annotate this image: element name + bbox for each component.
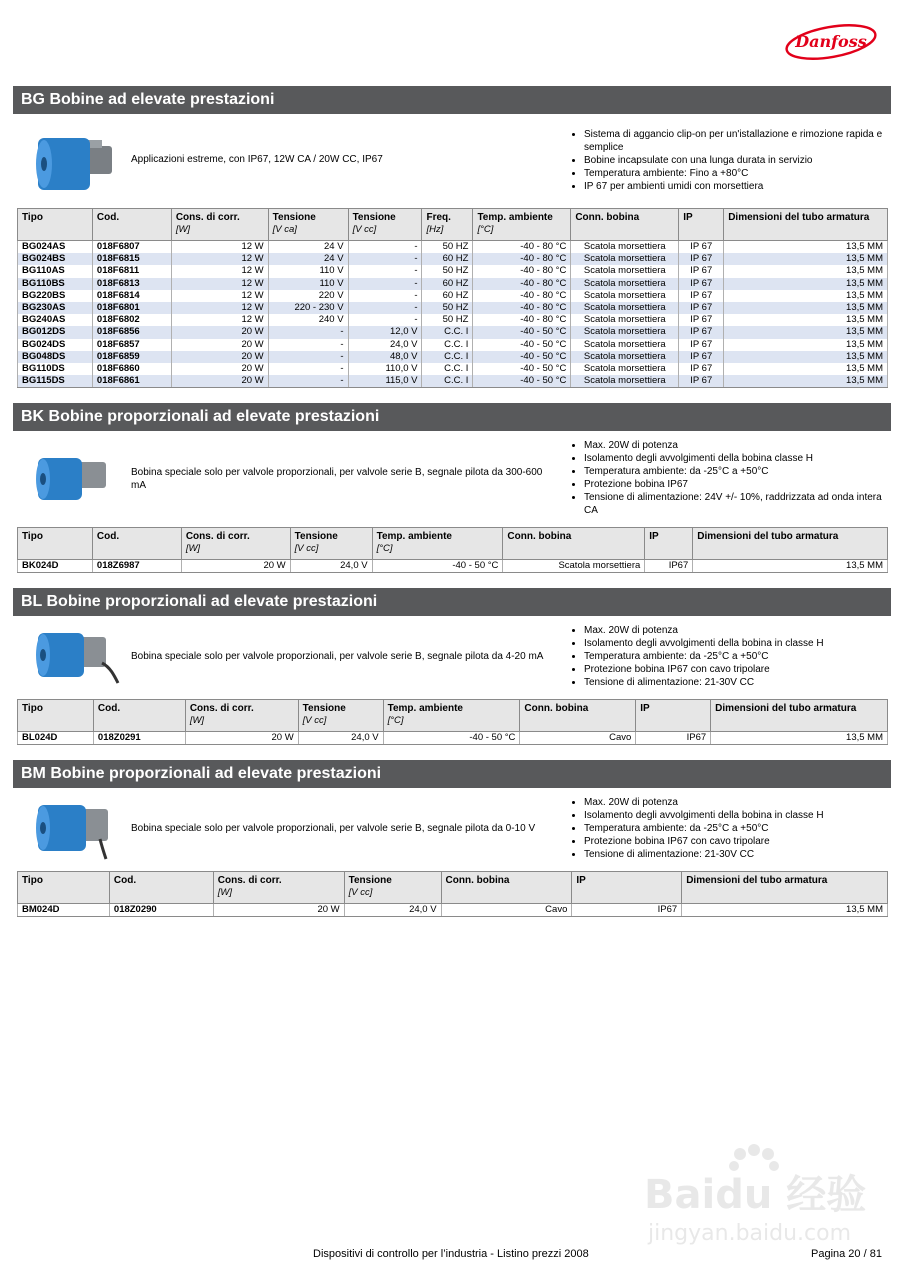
table-cell: 018F6857 <box>92 339 171 351</box>
table-cell: IP 67 <box>679 278 724 290</box>
coil-image-bl <box>30 625 120 685</box>
table-cell: Cavo <box>520 732 636 745</box>
table-row <box>18 351 888 363</box>
table-cell: 220 V <box>268 290 348 302</box>
list-item: • Protezione bobina IP67 <box>584 478 896 491</box>
list-item: • Temperatura ambiente: da -25°C a +50°C <box>584 650 896 663</box>
table-cell: 12 W <box>171 265 268 277</box>
table-cell: - <box>348 253 422 265</box>
table-row <box>18 241 888 254</box>
list-item: • Temperatura ambiente: Fino a +80°C <box>584 167 896 180</box>
table-cell: 13,5 MM <box>724 278 888 290</box>
table-cell: 220 - 230 V <box>268 302 348 314</box>
column-header: Conn. bobina <box>571 209 679 241</box>
table-cell: - <box>268 375 348 388</box>
table-row <box>18 339 888 351</box>
table-cell: 12 W <box>171 253 268 265</box>
intro-text-bm: Bobina speciale solo per valvole proporzionali, per valvole serie B, segnale pilota da 0-10 V <box>131 823 536 834</box>
table-cell: 018F6859 <box>92 351 171 363</box>
table-cell: -40 - 80 °C <box>473 290 571 302</box>
table-cell: 13,5 MM <box>724 339 888 351</box>
table-row <box>18 363 888 375</box>
section-title-bg: BG Bobine ad elevate prestazioni <box>13 86 891 114</box>
table-cell: IP 67 <box>679 375 724 388</box>
watermark-url: jingyan.baidu.com <box>648 1221 852 1246</box>
table-cell: 20 W <box>171 326 268 338</box>
table-cell: BG110DS <box>18 363 93 375</box>
table-cell: 115,0 V <box>348 375 422 388</box>
column-header: Cod. <box>93 700 185 732</box>
column-header: Tensione [V cc] <box>348 209 422 241</box>
table-row <box>18 265 888 277</box>
table-cell: 018F6814 <box>92 290 171 302</box>
table-cell: 13,5 MM <box>682 904 888 917</box>
baidu-watermark <box>640 1140 870 1250</box>
table-cell: BL024D <box>18 732 94 745</box>
table-cell: BG024BS <box>18 253 93 265</box>
table-cell: Scatola morsettiera <box>571 290 679 302</box>
table-cell: Scatola morsettiera <box>503 560 645 573</box>
table-cell: IP67 <box>572 904 682 917</box>
table-cell: - <box>348 265 422 277</box>
table-cell: 12 W <box>171 241 268 254</box>
table-cell: Scatola morsettiera <box>571 326 679 338</box>
list-item: • Max. 20W di potenza <box>584 624 896 637</box>
table-cell: IP 67 <box>679 363 724 375</box>
table-cell: 24 V <box>268 253 348 265</box>
table-cell: 20 W <box>185 732 298 745</box>
table-cell: BG024AS <box>18 241 93 254</box>
column-header: Conn. bobina <box>503 528 645 560</box>
table-cell: - <box>348 314 422 326</box>
table-cell: Scatola morsettiera <box>571 302 679 314</box>
table-cell: 20 W <box>171 351 268 363</box>
table-cell: C.C. I <box>422 351 473 363</box>
table-cell: 13,5 MM <box>724 290 888 302</box>
table-cell: 13,5 MM <box>693 560 888 573</box>
list-item: • Isolamento degli avvolgimenti della bobina in classe H <box>584 637 896 650</box>
table-cell: - <box>268 339 348 351</box>
table-cell: BG024DS <box>18 339 93 351</box>
table-cell: 110 V <box>268 278 348 290</box>
list-item: • Max. 20W di potenza <box>584 796 896 809</box>
page-number: Pagina 20 / 81 <box>811 1248 882 1260</box>
table-row <box>18 904 888 917</box>
list-item: • Tensione di alimentazione: 21-30V CC <box>584 676 896 689</box>
table-cell: - <box>268 326 348 338</box>
column-header: Dimensioni del tubo armatura <box>711 700 888 732</box>
table-cell: -40 - 80 °C <box>473 253 571 265</box>
table-header-row <box>18 872 888 904</box>
table-cell: IP 67 <box>679 326 724 338</box>
list-item: • Temperatura ambiente: da -25°C a +50°C <box>584 822 896 835</box>
table-cell: 20 W <box>171 375 268 388</box>
table-cell: IP 67 <box>679 302 724 314</box>
table-cell: 24,0 V <box>348 339 422 351</box>
table-row <box>18 375 888 388</box>
table-cell: 018F6811 <box>92 265 171 277</box>
feature-list-bg <box>570 128 896 193</box>
section-title-bm: BM Bobine proporzionali ad elevate prestazioni <box>13 760 891 788</box>
table-row <box>18 314 888 326</box>
logo-text: Danfoss <box>795 32 867 51</box>
table-cell: -40 - 50 °C <box>473 351 571 363</box>
table-cell: -40 - 80 °C <box>473 265 571 277</box>
table-cell: IP 67 <box>679 339 724 351</box>
table-cell: 12 W <box>171 314 268 326</box>
table-cell: IP 67 <box>679 265 724 277</box>
table-row <box>18 560 888 573</box>
table-cell: IP 67 <box>679 253 724 265</box>
column-header: Tipo <box>18 872 110 904</box>
table-cell: 50 HZ <box>422 314 473 326</box>
column-header: Dimensioni del tubo armatura <box>682 872 888 904</box>
table-cell: 12 W <box>171 290 268 302</box>
table-cell: -40 - 50 °C <box>473 375 571 388</box>
table-cell: Scatola morsettiera <box>571 375 679 388</box>
table-cell: BG240AS <box>18 314 93 326</box>
column-header: Conn. bobina <box>520 700 636 732</box>
table-row <box>18 326 888 338</box>
table-cell: 24,0 V <box>298 732 383 745</box>
table-cell: - <box>268 363 348 375</box>
table-cell: C.C. I <box>422 326 473 338</box>
column-header: Dimensioni del tubo armatura <box>724 209 888 241</box>
table-cell: C.C. I <box>422 339 473 351</box>
list-item: • IP 67 per ambienti umidi con morsettiera <box>584 180 896 193</box>
table-cell: 018F6856 <box>92 326 171 338</box>
list-item: • Isolamento degli avvolgimenti della bobina classe H <box>584 452 896 465</box>
column-header: Tipo <box>18 700 94 732</box>
table-cell: BG110BS <box>18 278 93 290</box>
table-cell: 12 W <box>171 278 268 290</box>
table-cell: 110 V <box>268 265 348 277</box>
table-row <box>18 278 888 290</box>
table-cell: 240 V <box>268 314 348 326</box>
column-header: IP <box>645 528 693 560</box>
table-cell: Scatola morsettiera <box>571 351 679 363</box>
table-header-row <box>18 209 888 241</box>
table-cell: Scatola morsettiera <box>571 363 679 375</box>
table-cell: - <box>348 290 422 302</box>
column-header: Cod. <box>92 209 171 241</box>
table-cell: C.C. I <box>422 363 473 375</box>
table-cell: 13,5 MM <box>724 326 888 338</box>
table-cell: 110,0 V <box>348 363 422 375</box>
column-header: Conn. bobina <box>441 872 572 904</box>
column-header: IP <box>636 700 711 732</box>
table-cell: 60 HZ <box>422 278 473 290</box>
table-cell: BG012DS <box>18 326 93 338</box>
column-header: Tensione [V cc] <box>290 528 372 560</box>
column-header: Tensione [V cc] <box>298 700 383 732</box>
table-cell: -40 - 80 °C <box>473 302 571 314</box>
table-cell: - <box>348 241 422 254</box>
spec-table-bg <box>17 208 888 388</box>
table-cell: 24,0 V <box>344 904 441 917</box>
table-cell: 018Z0290 <box>109 904 213 917</box>
column-header: Tensione [V cc] <box>344 872 441 904</box>
table-cell: 13,5 MM <box>724 375 888 388</box>
spec-table-bl <box>17 699 888 745</box>
table-cell: -40 - 50 °C <box>372 560 503 573</box>
table-cell: -40 - 80 °C <box>473 241 571 254</box>
list-item: • Bobine incapsulate con una lunga durata in servizio <box>584 154 896 167</box>
table-cell: 018Z0291 <box>93 732 185 745</box>
column-header: Tensione [V ca] <box>268 209 348 241</box>
spec-table-bm <box>17 871 888 917</box>
table-cell: BG220BS <box>18 290 93 302</box>
column-header: IP <box>679 209 724 241</box>
table-cell: 13,5 MM <box>724 314 888 326</box>
table-cell: 20 W <box>213 904 344 917</box>
table-cell: IP 67 <box>679 351 724 363</box>
table-cell: 13,5 MM <box>724 351 888 363</box>
table-cell: IP 67 <box>679 290 724 302</box>
column-header: Cons. di corr. [W] <box>181 528 290 560</box>
table-cell: BG115DS <box>18 375 93 388</box>
table-cell: 018F6860 <box>92 363 171 375</box>
table-cell: 12 W <box>171 302 268 314</box>
list-item: • Temperatura ambiente: da -25°C a +50°C <box>584 465 896 478</box>
intro-text-bg: Applicazioni estreme, con IP67, 12W CA / 20W CC, IP67 <box>131 154 383 165</box>
column-header: Cons. di corr. [W] <box>185 700 298 732</box>
table-cell: Scatola morsettiera <box>571 314 679 326</box>
coil-image-bm <box>30 797 120 861</box>
table-cell: - <box>268 351 348 363</box>
list-item: • Sistema di aggancio clip-on per un'istallazione e rimozione rapida e semplice <box>584 128 896 154</box>
column-header: Temp. ambiente [°C] <box>372 528 503 560</box>
table-cell: 50 HZ <box>422 265 473 277</box>
table-cell: 13,5 MM <box>724 363 888 375</box>
table-header-row <box>18 700 888 732</box>
column-header: Cons. di corr. [W] <box>171 209 268 241</box>
table-cell: 13,5 MM <box>724 302 888 314</box>
list-item: • Max. 20W di potenza <box>584 439 896 452</box>
table-cell: -40 - 50 °C <box>473 339 571 351</box>
table-cell: BG048DS <box>18 351 93 363</box>
table-cell: -40 - 80 °C <box>473 278 571 290</box>
intro-text-bk: Bobina speciale solo per valvole proporzionali, per valvole serie B, segnale pilota da 300-600 mA <box>131 467 543 491</box>
table-cell: 60 HZ <box>422 253 473 265</box>
list-item: • Tensione di alimentazione: 21-30V CC <box>584 848 896 861</box>
danfoss-logo <box>783 22 879 62</box>
table-cell: IP67 <box>636 732 711 745</box>
list-item: • Isolamento degli avvolgimenti della bobina in classe H <box>584 809 896 822</box>
column-header: Tipo <box>18 528 93 560</box>
coil-image-bg <box>30 130 115 198</box>
list-item: • Protezione bobina IP67 con cavo tripolare <box>584 835 896 848</box>
table-cell: -40 - 80 °C <box>473 314 571 326</box>
table-row <box>18 253 888 265</box>
table-row <box>18 302 888 314</box>
table-cell: BM024D <box>18 904 110 917</box>
table-cell: 018F6807 <box>92 241 171 254</box>
table-cell: 60 HZ <box>422 290 473 302</box>
table-cell: 018F6802 <box>92 314 171 326</box>
column-header: Dimensioni del tubo armatura <box>693 528 888 560</box>
table-cell: 20 W <box>171 339 268 351</box>
table-cell: Scatola morsettiera <box>571 241 679 254</box>
table-row <box>18 290 888 302</box>
table-cell: IP67 <box>645 560 693 573</box>
column-header: Cod. <box>109 872 213 904</box>
column-header: IP <box>572 872 682 904</box>
column-header: Cons. di corr. [W] <box>213 872 344 904</box>
column-header: Tipo <box>18 209 93 241</box>
column-header: Temp. ambiente [°C] <box>383 700 520 732</box>
footer-title: Dispositivi di controllo per l’industria - Listino prezzi 2008 <box>313 1248 589 1260</box>
table-cell: -40 - 50 °C <box>473 363 571 375</box>
table-cell: 018Z6987 <box>92 560 181 573</box>
section-title-bl: BL Bobine proporzionali ad elevate prestazioni <box>13 588 891 616</box>
table-cell: 20 W <box>171 363 268 375</box>
table-cell: Scatola morsettiera <box>571 339 679 351</box>
table-cell: 12,0 V <box>348 326 422 338</box>
table-cell: IP 67 <box>679 241 724 254</box>
list-item: • Tensione di alimentazione: 24V +/- 10%, raddrizzata ad onda intera CA <box>584 491 896 517</box>
table-cell: 24,0 V <box>290 560 372 573</box>
coil-image-bk <box>30 448 110 508</box>
table-cell: 018F6861 <box>92 375 171 388</box>
table-cell: 018F6801 <box>92 302 171 314</box>
table-cell: BG110AS <box>18 265 93 277</box>
spec-table-bk <box>17 527 888 573</box>
section-title-bk: BK Bobine proporzionali ad elevate prestazioni <box>13 403 891 431</box>
column-header: Cod. <box>92 528 181 560</box>
feature-list-bl <box>570 624 896 689</box>
table-cell: -40 - 50 °C <box>383 732 520 745</box>
table-cell: 018F6813 <box>92 278 171 290</box>
table-cell: IP 67 <box>679 314 724 326</box>
feature-list-bm <box>570 796 896 861</box>
table-cell: Scatola morsettiera <box>571 265 679 277</box>
table-cell: BK024D <box>18 560 93 573</box>
table-cell: C.C. I <box>422 375 473 388</box>
table-cell: 13,5 MM <box>724 241 888 254</box>
list-item: • Protezione bobina IP67 con cavo tripolare <box>584 663 896 676</box>
table-cell: Scatola morsettiera <box>571 278 679 290</box>
table-cell: 20 W <box>181 560 290 573</box>
watermark-main: Baidu 经验 <box>644 1172 867 1218</box>
intro-text-bl: Bobina speciale solo per valvole proporzionali, per valvole serie B, segnale pilota da 4-20 mA <box>131 651 544 662</box>
table-cell: - <box>348 278 422 290</box>
table-cell: Scatola morsettiera <box>571 253 679 265</box>
table-cell: 13,5 MM <box>711 732 888 745</box>
table-cell: Cavo <box>441 904 572 917</box>
table-cell: 24 V <box>268 241 348 254</box>
table-header-row <box>18 528 888 560</box>
table-cell: 13,5 MM <box>724 253 888 265</box>
column-header: Freq. [Hz] <box>422 209 473 241</box>
table-cell: 50 HZ <box>422 302 473 314</box>
table-cell: -40 - 50 °C <box>473 326 571 338</box>
table-row <box>18 732 888 745</box>
feature-list-bk <box>570 439 896 517</box>
column-header: Temp. ambiente [°C] <box>473 209 571 241</box>
table-cell: 13,5 MM <box>724 265 888 277</box>
table-cell: 018F6815 <box>92 253 171 265</box>
table-cell: 50 HZ <box>422 241 473 254</box>
table-cell: 48,0 V <box>348 351 422 363</box>
table-cell: - <box>348 302 422 314</box>
table-cell: BG230AS <box>18 302 93 314</box>
